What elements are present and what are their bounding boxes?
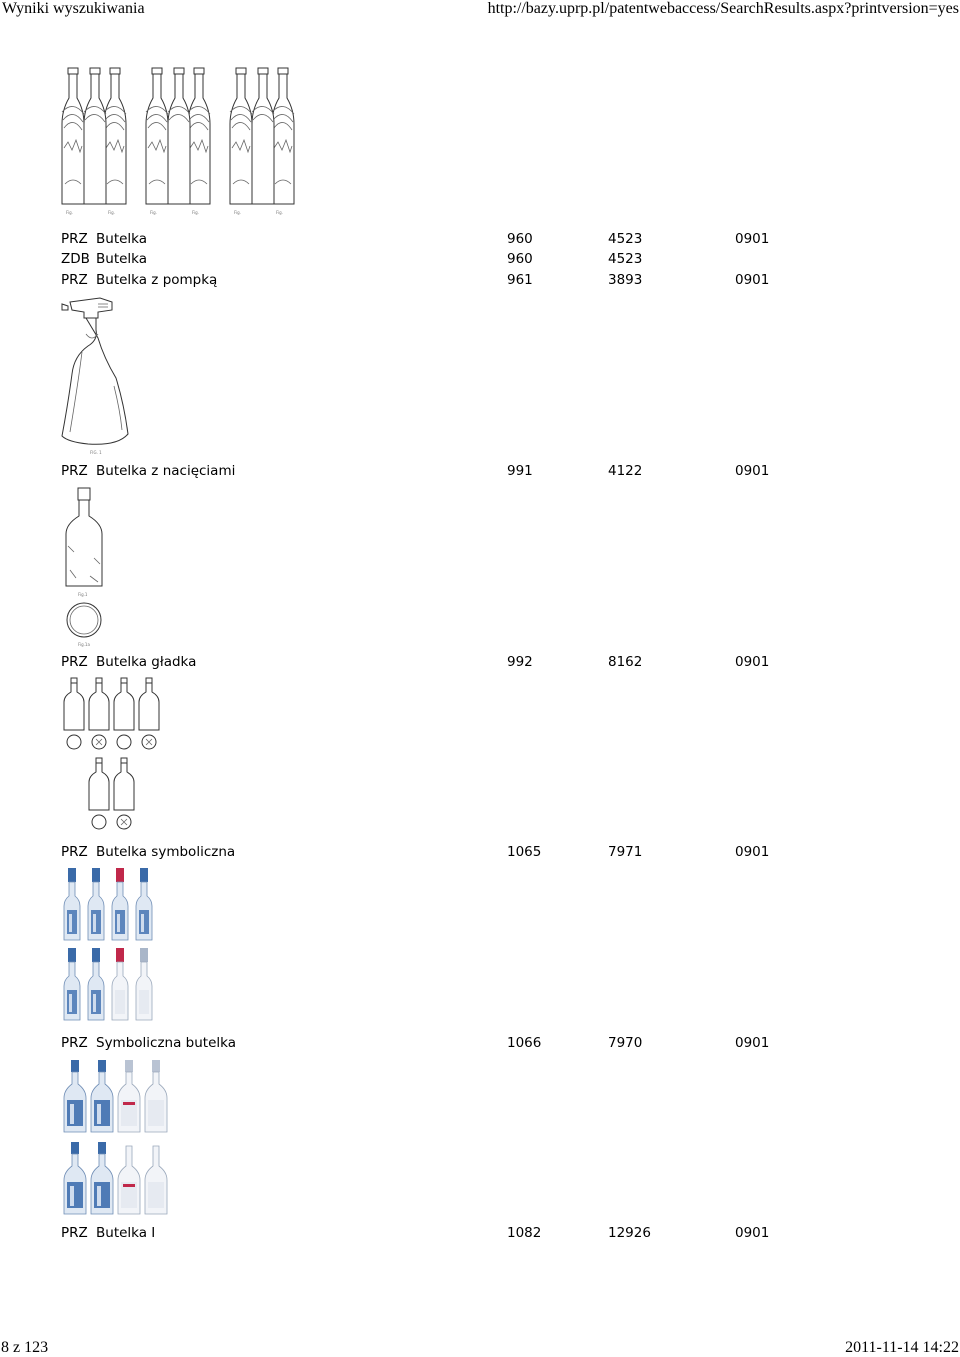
result-type: PRZ (61, 463, 88, 479)
result-row[interactable] (0, 462, 960, 480)
smooth-bottles-image (60, 676, 166, 836)
result-id: 12926 (608, 1225, 651, 1241)
result-type: PRZ (61, 1225, 88, 1241)
incised-bottle-image (60, 486, 110, 650)
result-number: 1082 (507, 1225, 542, 1241)
result-class: 0901 (735, 1225, 770, 1241)
result-id: 8162 (608, 654, 643, 670)
symbolic-bottle-variants-image (60, 1058, 172, 1218)
result-title[interactable]: Butelka z pompką (96, 272, 218, 288)
result-id: 7970 (608, 1035, 643, 1051)
result-row[interactable] (0, 230, 960, 248)
result-class: 0901 (735, 463, 770, 479)
result-type: PRZ (61, 654, 88, 670)
svg-text:FIG. 1: FIG. 1 (90, 450, 102, 455)
result-id: 7971 (608, 844, 643, 860)
result-number: 1066 (507, 1035, 542, 1051)
result-number: 991 (507, 463, 533, 479)
result-type: ZDB (61, 251, 90, 267)
result-row[interactable] (0, 271, 960, 289)
print-timestamp: 2011-11-14 14:22 (845, 1339, 959, 1356)
result-class: 0901 (735, 844, 770, 860)
result-row[interactable] (0, 250, 960, 268)
result-title[interactable]: Butelka gładka (96, 654, 197, 670)
svg-text:Fig.1: Fig.1 (78, 592, 88, 597)
result-title[interactable]: Butelka (96, 251, 148, 267)
result-title[interactable]: Butelka z nacięciami (96, 463, 236, 479)
result-class: 0901 (735, 654, 770, 670)
result-number: 961 (507, 272, 533, 288)
result-row[interactable] (0, 1034, 960, 1052)
result-number: 992 (507, 654, 533, 670)
result-class: 0901 (735, 231, 770, 247)
page-header-title: Wyniki wyszukiwania (2, 0, 145, 17)
result-row[interactable] (0, 843, 960, 861)
result-title[interactable]: Symboliczna butelka (96, 1035, 236, 1051)
result-number: 1065 (507, 844, 542, 860)
result-number: 960 (507, 231, 533, 247)
result-row[interactable] (0, 653, 960, 671)
result-id: 4523 (608, 251, 643, 267)
symbolic-bottles-image (60, 866, 156, 1026)
result-class: 0901 (735, 1035, 770, 1051)
decorated-bottles-image (58, 64, 308, 220)
result-id: 3893 (608, 272, 643, 288)
result-title[interactable]: Butelka symboliczna (96, 844, 236, 860)
result-id: 4523 (608, 231, 643, 247)
svg-text:Fig.: Fig. (66, 210, 73, 215)
pump-bottle-image (58, 294, 138, 456)
svg-text:Fig.1a: Fig.1a (78, 642, 90, 647)
page-counter: 8 z 123 (1, 1339, 49, 1356)
result-id: 4122 (608, 463, 643, 479)
result-type: PRZ (61, 844, 88, 860)
result-type: PRZ (61, 272, 88, 288)
result-row[interactable] (0, 1224, 960, 1242)
result-title[interactable]: Butelka I (96, 1225, 156, 1241)
result-type: PRZ (61, 1035, 88, 1051)
result-title[interactable]: Butelka (96, 231, 148, 247)
result-number: 960 (507, 251, 533, 267)
page-header-url[interactable]: http://bazy.uprp.pl/patentwebaccess/SearchResults.aspx?printversion=yes (487, 0, 959, 17)
result-type: PRZ (61, 231, 88, 247)
result-class: 0901 (735, 272, 770, 288)
